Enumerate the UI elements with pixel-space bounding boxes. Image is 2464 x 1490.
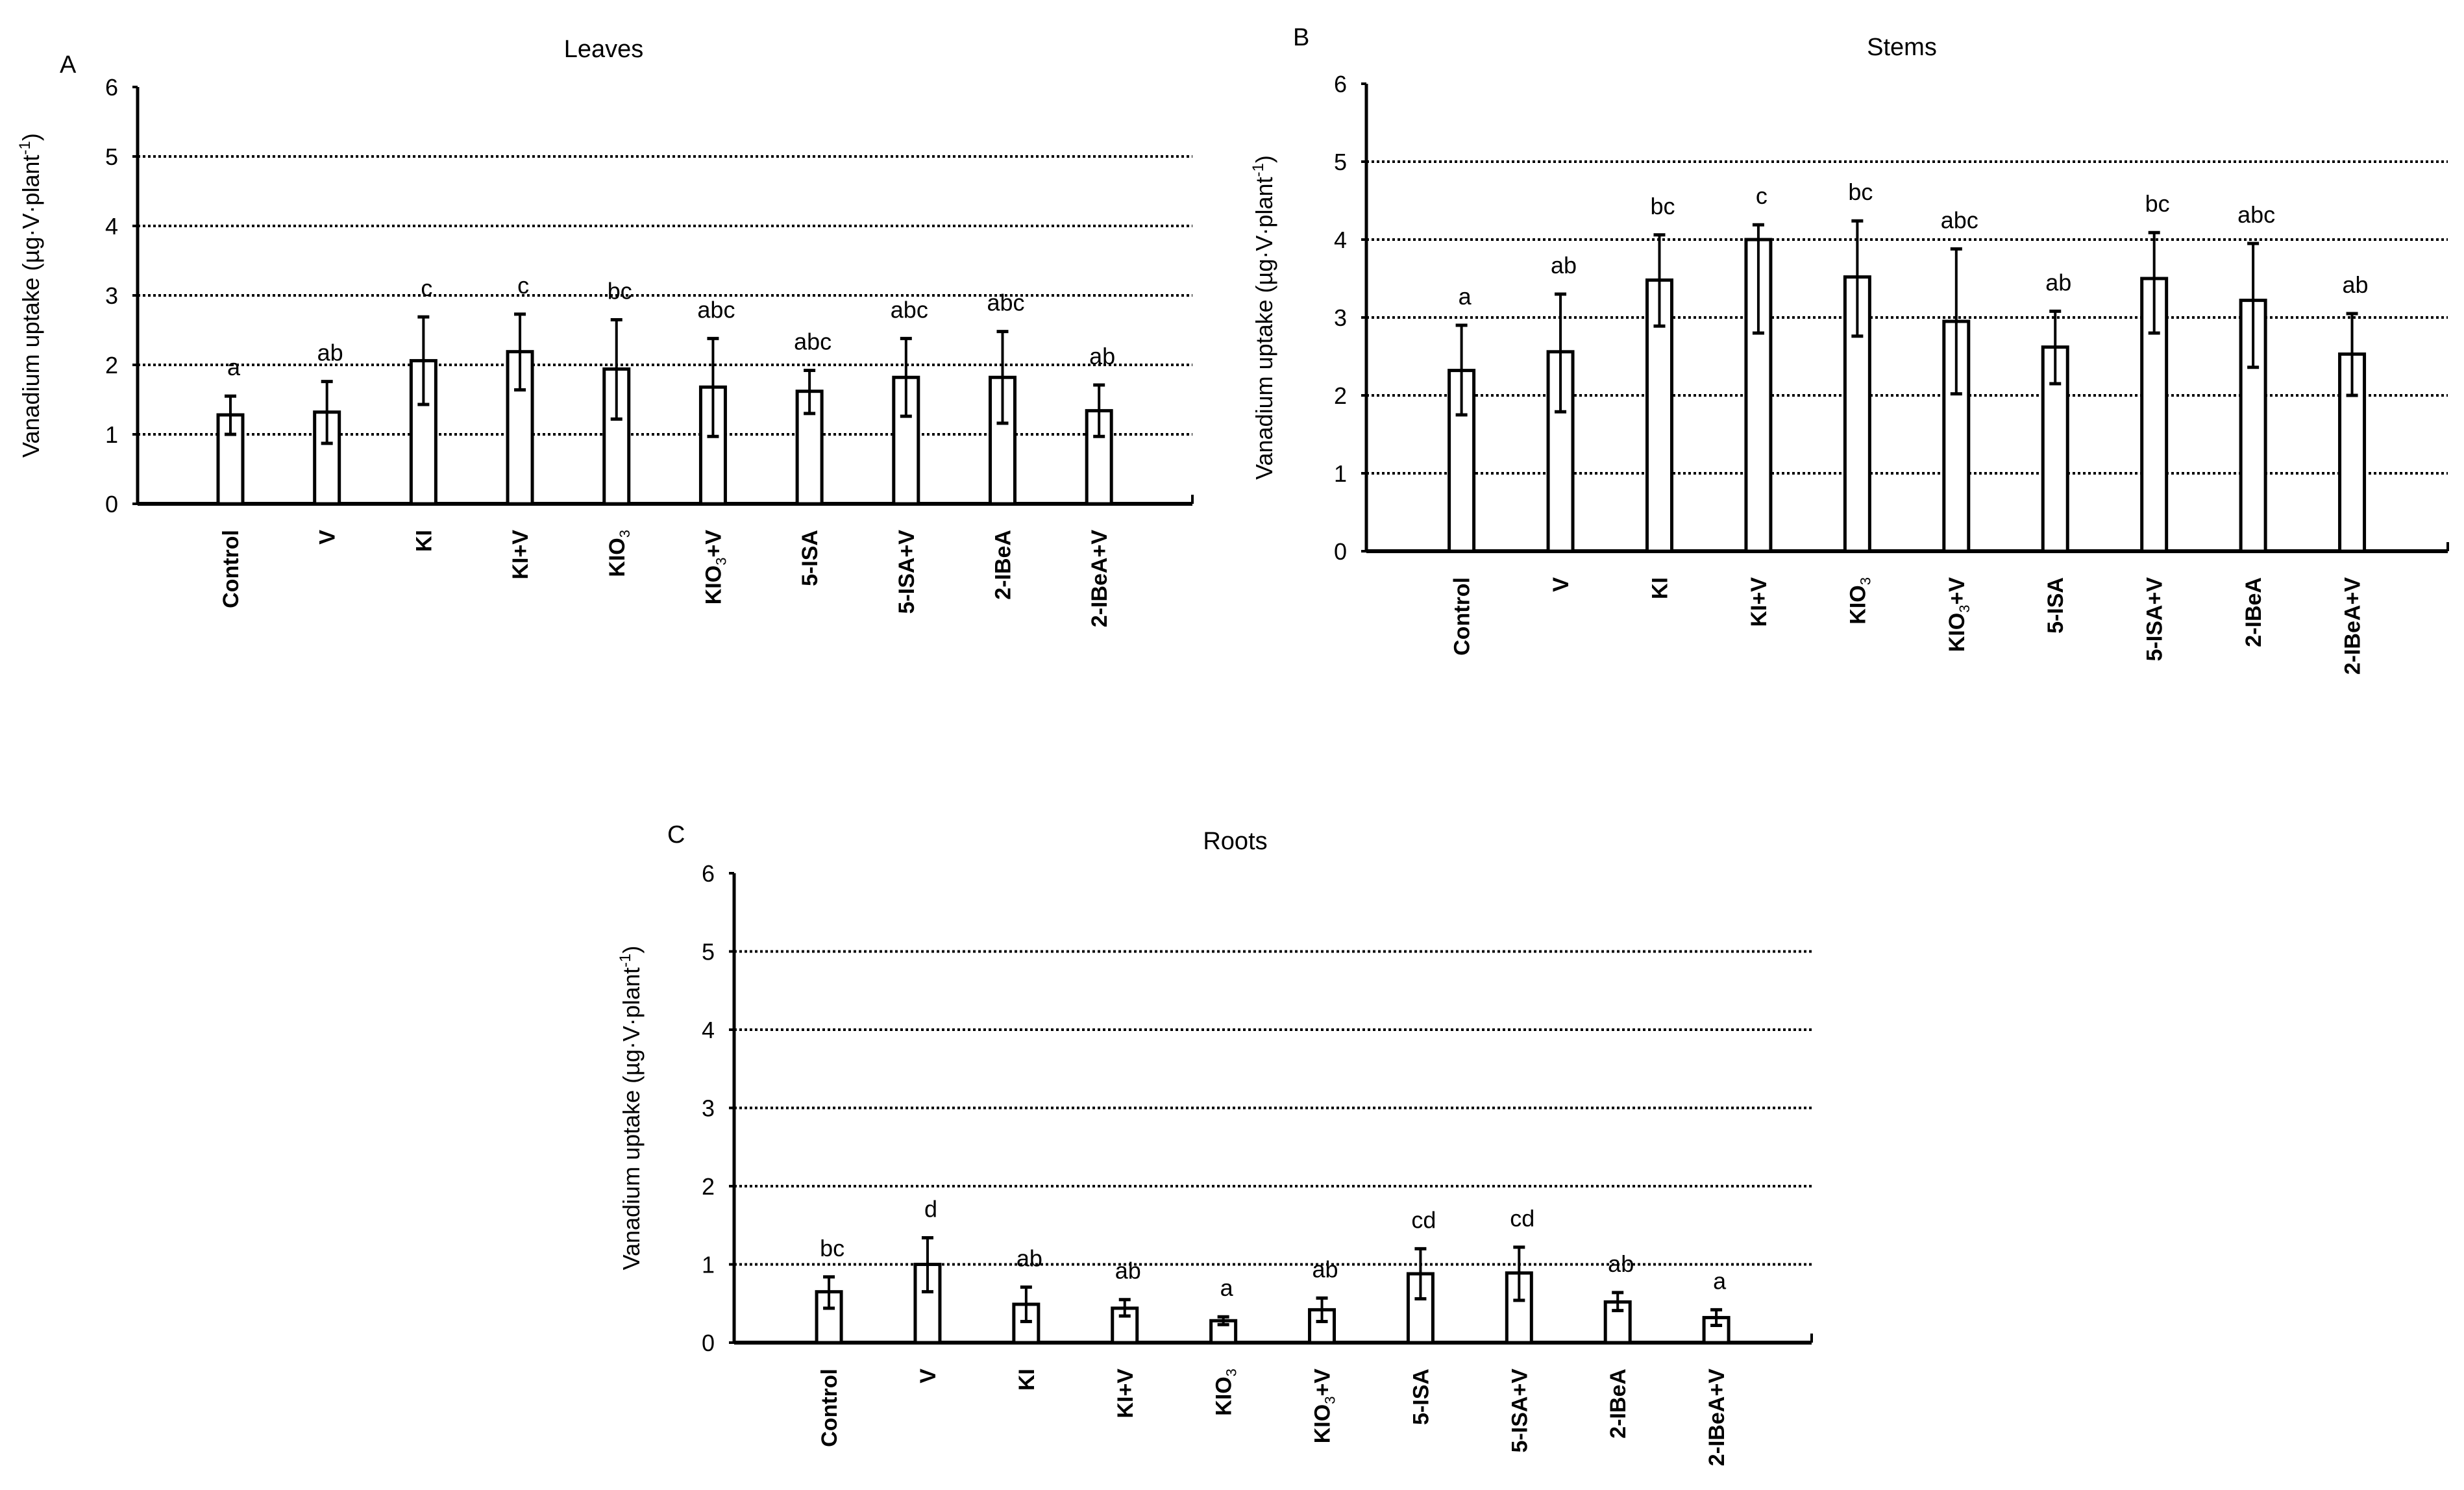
y-tick-label: 4 xyxy=(1333,227,1347,253)
y-tick-label: 6 xyxy=(1333,71,1347,97)
panel-letter: A xyxy=(60,51,77,79)
x-category-label: V xyxy=(315,530,340,545)
x-category-label: Control xyxy=(817,1369,843,1447)
x-category-label: 2-IBeA xyxy=(2241,577,2267,647)
bar-group xyxy=(1408,1206,1436,1343)
x-category-label: V xyxy=(915,1369,941,1384)
y-tick-label: 4 xyxy=(701,1017,715,1043)
x-category-label: 5-ISA xyxy=(1409,1369,1434,1425)
bar-group xyxy=(2237,201,2275,551)
bar-group xyxy=(2043,269,2071,551)
panel-leaves xyxy=(0,0,1233,649)
bar-group xyxy=(1113,1258,1141,1343)
bar-group xyxy=(2340,271,2369,551)
bar-group xyxy=(1310,1256,1338,1343)
significance-label: c xyxy=(517,271,530,299)
bar-group xyxy=(1507,1205,1534,1343)
x-category-label: 5-ISA+V xyxy=(2142,577,2167,662)
significance-label: c xyxy=(421,275,433,302)
significance-label: ab xyxy=(317,339,343,366)
y-tick-label: 0 xyxy=(701,1330,715,1356)
bar-group xyxy=(1087,343,1115,504)
y-axis-label: Vanadium uptake (µg·V·plant$^{-1}$) xyxy=(16,133,44,458)
y-tick-label: 3 xyxy=(105,282,118,309)
significance-label: ab xyxy=(1016,1245,1042,1272)
y-tick-label: 5 xyxy=(1333,149,1347,175)
y-tick-label: 0 xyxy=(105,491,118,517)
significance-label: bc xyxy=(2145,190,2170,217)
significance-label: abc xyxy=(1940,206,1978,234)
x-category-label: Control xyxy=(1449,577,1475,656)
panel-roots xyxy=(584,779,1850,1487)
y-axis-label: Vanadium uptake (µg·V·plant$^{-1}$) xyxy=(1250,155,1277,480)
y-tick-label: 1 xyxy=(701,1251,715,1278)
roots-bar-chart xyxy=(584,779,1850,1487)
x-category-label: 5-ISA+V xyxy=(1507,1369,1533,1453)
x-category-label: $KIO_3+V$ xyxy=(1310,1369,1338,1444)
y-tick-label: 6 xyxy=(701,860,715,887)
significance-label: ab xyxy=(1115,1257,1141,1284)
x-category-label: KI xyxy=(412,530,437,552)
bar-group xyxy=(2142,190,2170,551)
significance-label: abc xyxy=(697,296,735,323)
stems-bar-chart xyxy=(1233,0,2464,714)
x-category-label: KI+V xyxy=(508,530,534,580)
chart-title: Stems xyxy=(1867,34,1937,61)
significance-label: a xyxy=(227,354,241,381)
significance-label: a xyxy=(1220,1274,1233,1302)
significance-label: a xyxy=(1458,283,1472,310)
x-category-label: KI xyxy=(1014,1369,1039,1391)
x-category-label: KI xyxy=(1647,577,1673,599)
significance-label: abc xyxy=(890,296,928,323)
bar-group xyxy=(794,329,832,504)
bar-group xyxy=(891,296,928,504)
bar-group xyxy=(1449,283,1474,551)
bar-group xyxy=(508,272,532,504)
x-category-label: 2-IBeA xyxy=(1606,1369,1631,1439)
significance-label: ab xyxy=(1551,252,1577,279)
significance-label: bc xyxy=(1848,179,1873,206)
y-tick-label: 1 xyxy=(1333,460,1347,487)
panel-letter: B xyxy=(1293,24,1310,51)
y-tick-label: 3 xyxy=(1333,304,1347,331)
bar-group xyxy=(1647,193,1675,551)
bar-group xyxy=(817,1235,844,1343)
significance-label: d xyxy=(924,1195,937,1223)
x-category-label: 5-ISA xyxy=(798,530,823,586)
y-tick-label: 3 xyxy=(701,1095,715,1122)
x-category-label: 2-IBeA+V xyxy=(1705,1369,1730,1467)
significance-label: abc xyxy=(2237,201,2276,228)
significance-label: ab xyxy=(1089,343,1116,370)
bar-group xyxy=(915,1196,940,1343)
significance-label: ab xyxy=(1312,1256,1338,1283)
y-tick-label: 2 xyxy=(105,352,118,379)
x-category-label: $KIO_3+V$ xyxy=(701,530,730,605)
y-tick-label: 4 xyxy=(105,213,118,240)
significance-label: cd xyxy=(1411,1206,1436,1234)
y-axis-label: Vanadium uptake (µg·V·plant$^{-1}$) xyxy=(617,945,645,1271)
bar-group xyxy=(315,340,343,504)
chart-title: Leaves xyxy=(563,36,644,63)
significance-label: a xyxy=(1713,1267,1727,1295)
bar-group xyxy=(1211,1274,1236,1343)
bar-group xyxy=(987,290,1024,504)
significance-label: ab xyxy=(2342,271,2369,298)
bar-group xyxy=(1548,252,1577,551)
x-category-label: $KIO_3$ xyxy=(1845,577,1874,625)
y-tick-label: 5 xyxy=(701,938,715,965)
significance-label: bc xyxy=(820,1234,845,1261)
y-tick-label: 6 xyxy=(105,74,118,101)
y-tick-label: 1 xyxy=(105,421,118,448)
y-tick-label: 5 xyxy=(105,143,118,170)
x-category-label: $KIO_3$ xyxy=(604,530,633,577)
x-category-label: 5-ISA xyxy=(2043,577,2069,634)
x-category-label: V xyxy=(1549,577,1574,592)
significance-label: abc xyxy=(987,289,1025,316)
panel-stems xyxy=(1233,0,2464,714)
x-category-label: $KIO_3+V$ xyxy=(1944,577,1973,652)
bar-group xyxy=(1704,1267,1729,1343)
significance-label: c xyxy=(1755,182,1768,210)
y-tick-label: 2 xyxy=(1333,382,1347,409)
x-category-label: KI+V xyxy=(1746,577,1771,627)
significance-label: cd xyxy=(1510,1204,1535,1232)
significance-label: bc xyxy=(1650,192,1675,219)
y-tick-label: 2 xyxy=(701,1173,715,1200)
x-category-label: $KIO_3$ xyxy=(1211,1369,1240,1416)
bar-group xyxy=(604,277,632,504)
panel-letter: C xyxy=(667,821,685,849)
bar-group xyxy=(218,354,243,504)
bar-group xyxy=(411,275,436,504)
y-tick-label: 0 xyxy=(1333,538,1347,565)
significance-label: bc xyxy=(607,277,632,304)
bar-group xyxy=(1605,1250,1634,1343)
bar-group xyxy=(1845,179,1873,551)
leaves-bar-chart xyxy=(0,0,1233,649)
bar-group xyxy=(1014,1245,1042,1343)
significance-label: ab xyxy=(1608,1250,1634,1277)
significance-label: abc xyxy=(794,328,832,355)
x-category-label: KI+V xyxy=(1113,1369,1138,1419)
bar-group xyxy=(1746,182,1771,551)
bar-group xyxy=(1941,206,1978,551)
chart-title: Roots xyxy=(1203,828,1268,855)
x-category-label: Control xyxy=(219,530,243,608)
x-category-label: 2-IBeA+V xyxy=(2340,577,2365,675)
significance-label: ab xyxy=(2045,269,2072,296)
bar-group xyxy=(697,296,735,504)
x-category-label: 2-IBeA xyxy=(991,530,1016,600)
x-category-label: 2-IBeA+V xyxy=(1087,530,1113,628)
x-category-label: 5-ISA+V xyxy=(894,530,919,614)
